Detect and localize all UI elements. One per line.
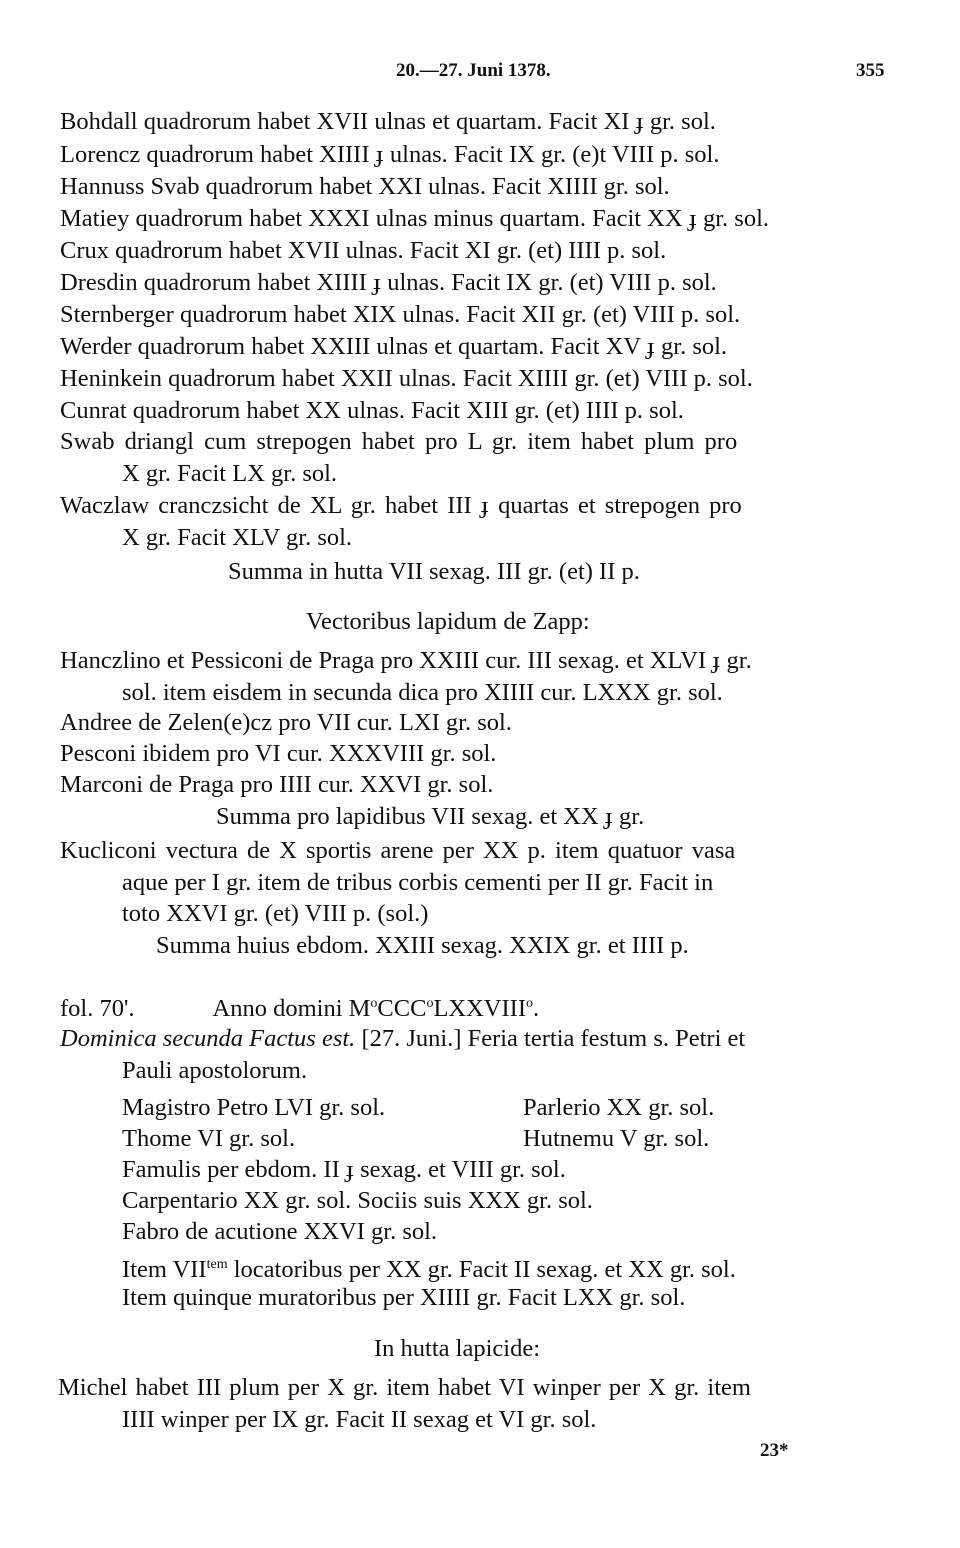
text-line: Waczlaw cranczsicht de XL gr. habet III ɟ quartas et strepogen pro xyxy=(60,492,742,519)
text-line: Michel habet III plum per X gr. item habet VI winper per X gr. item xyxy=(58,1374,751,1401)
text-line: Pesconi ibidem pro VI cur. XXXVIII gr. sol. xyxy=(60,740,497,767)
summa-line: Summa in hutta VII sexag. III gr. (et) II p. xyxy=(228,558,640,585)
summa-line: Summa huius ebdom. XXIII sexag. XXIX gr. et IIII p. xyxy=(156,932,689,959)
text-line: Item quinque muratoribus per XIIII gr. Facit LXX gr. sol. xyxy=(122,1284,686,1311)
text-line: Thome VI gr. sol. xyxy=(122,1125,296,1152)
text-line: aque per I gr. item de tribus corbis cementi per II gr. Facit in xyxy=(122,869,714,896)
text-line: Magistro Petro LVI gr. sol. xyxy=(122,1094,386,1121)
date-line: Dominica secunda Factus est. [27. Juni.] Feria tertia festum s. Petri et xyxy=(60,1025,746,1052)
text-line: Carpentario XX gr. sol. Sociis suis XXX gr. sol. xyxy=(122,1187,593,1214)
text-line: Famulis per ebdom. II ɟ sexag. et VIII gr. sol. xyxy=(122,1156,566,1183)
text-line: Crux quadrorum habet XVII ulnas. Facit XI gr. (et) IIII p. sol. xyxy=(60,237,667,264)
page-number: 355 xyxy=(856,60,885,81)
text-line: Fabro de acutione XXVI gr. sol. xyxy=(122,1218,438,1245)
text-line: Cunrat quadrorum habet XX ulnas. Facit XIII gr. (et) IIII p. sol. xyxy=(60,397,684,424)
text-line: Hannuss Svab quadrorum habet XXI ulnas. Facit XIIII gr. sol. xyxy=(60,173,670,200)
text-line: Heninkein quadrorum habet XXII ulnas. Facit XIIII gr. (et) VIII p. sol. xyxy=(60,365,753,392)
text-line: Werder quadrorum habet XXIII ulnas et quartam. Facit XV ɟ gr. sol. xyxy=(60,333,728,360)
text-line: Hanczlino et Pessiconi de Praga pro XXIII cur. III sexag. et XLVI ɟ gr. xyxy=(60,647,752,674)
text-line: Bohdall quadrorum habet XVII ulnas et quartam. Facit XI ɟ gr. sol. xyxy=(60,108,716,135)
running-header: 20.—27. Juni 1378. xyxy=(396,60,551,81)
dominica-label: Dominica secunda Factus est. xyxy=(60,1025,356,1052)
text-line: Dresdin quadrorum habet XIIII ɟ ulnas. Facit IX gr. (et) VIII p. sol. xyxy=(60,269,717,296)
text-line: toto XXVI gr. (et) VIII p. (sol.) xyxy=(122,900,429,927)
text-line: Item $VII^{tem}$ locatoribus per XX gr. Facit II sexag. et XX gr. sol. xyxy=(122,1256,736,1284)
text-line: Marconi de Praga pro IIII cur. XXVI gr. sol. xyxy=(60,771,494,798)
signature-mark: 23* xyxy=(760,1440,789,1461)
text-line: Swab driangl cum strepogen habet pro L gr. item habet plum pro xyxy=(60,428,738,455)
text-line-col2: Parlerio XX gr. sol. xyxy=(523,1094,715,1121)
text-line: Lorencz quadrorum habet XIIII ɟ ulnas. Facit IX gr. (e)t VIII p. sol. xyxy=(60,141,720,168)
text-line: Pauli apostolorum. xyxy=(122,1057,308,1084)
summa-line: Summa pro lapidibus VII sexag. et XX ɟ gr. xyxy=(216,803,645,830)
year-heading: Anno domini $M^oCCC^oLXXVIII^o$. xyxy=(212,995,540,1023)
text-line: Andree de Zelen(e)cz pro VII cur. LXI gr. sol. xyxy=(60,709,512,736)
text-line: IIII winper per IX gr. Facit II sexag et VI gr. sol. xyxy=(122,1406,597,1433)
folio-label: fol. 70'. xyxy=(60,995,135,1023)
folio-line xyxy=(60,989,539,1024)
section-heading: In hutta lapicide: xyxy=(374,1335,540,1362)
section-heading: Vectoribus lapidum de Zapp: xyxy=(306,608,590,635)
text-line-col2: Hutnemu V gr. sol. xyxy=(523,1125,710,1152)
text-line: X gr. Facit XLV gr. sol. xyxy=(122,524,353,551)
text-line: Sternberger quadrorum habet XIX ulnas. Facit XII gr. (et) VIII p. sol. xyxy=(60,301,741,328)
text-line: Matiey quadrorum habet XXXI ulnas minus quartam. Facit XX ɟ gr. sol. xyxy=(60,205,770,232)
text-line: sol. item eisdem in secunda dica pro XIIII cur. LXXX gr. sol. xyxy=(122,679,723,706)
text-line: X gr. Facit LX gr. sol. xyxy=(122,460,338,487)
text-line: Kucliconi vectura de X sportis arene per XX p. item quatuor vasa xyxy=(60,837,736,864)
